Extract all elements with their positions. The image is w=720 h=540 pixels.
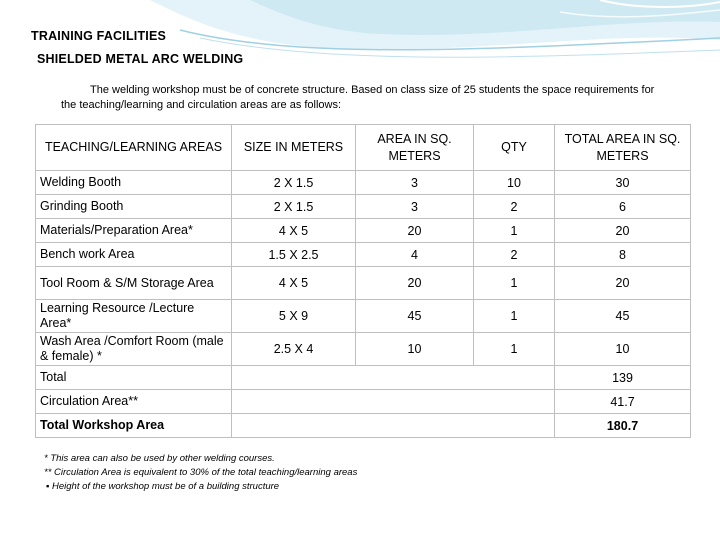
intro-paragraph bbox=[61, 83, 661, 112]
size-cell: 2.5 X 4 bbox=[232, 333, 356, 366]
summary-row bbox=[36, 366, 691, 390]
size-cell: 2 X 1.5 bbox=[232, 171, 356, 195]
qty-cell: 1 bbox=[474, 219, 555, 243]
column-header: TOTAL AREA IN SQ. METERS bbox=[555, 125, 691, 171]
column-header: SIZE IN METERS bbox=[232, 125, 356, 171]
size-cell: 4 X 5 bbox=[232, 267, 356, 300]
table-header-row bbox=[36, 125, 691, 171]
total-cell: 6 bbox=[555, 195, 691, 219]
footnote: * This area can also be used by other welding courses. bbox=[44, 453, 275, 464]
area-cell: Tool Room & S/M Storage Area bbox=[36, 267, 232, 300]
total-cell: 30 bbox=[555, 171, 691, 195]
qty-cell: 2 bbox=[474, 243, 555, 267]
table-row bbox=[36, 243, 691, 267]
size-cell: 2 X 1.5 bbox=[232, 195, 356, 219]
column-header: QTY bbox=[474, 125, 555, 171]
size-cell: 5 X 9 bbox=[232, 300, 356, 333]
intro-text: The welding workshop must be of concrete structure. Based on class size of 25 students the space requirements for the teaching/learning and circulation areas are as follows: bbox=[61, 84, 655, 111]
area-cell: Welding Booth bbox=[36, 171, 232, 195]
summary-spacer bbox=[232, 366, 555, 390]
total-cell: 20 bbox=[555, 267, 691, 300]
sqm-cell: 4 bbox=[356, 243, 474, 267]
area-cell: Learning Resource /Lecture Area* bbox=[36, 300, 232, 333]
summary-spacer bbox=[232, 414, 555, 438]
summary-value: 180.7 bbox=[555, 414, 691, 438]
summary-spacer bbox=[232, 390, 555, 414]
space-requirements-table bbox=[35, 124, 691, 438]
page-subtitle: SHIELDED METAL ARC WELDING bbox=[37, 52, 244, 66]
table-row bbox=[36, 333, 691, 366]
total-cell: 20 bbox=[555, 219, 691, 243]
qty-cell: 1 bbox=[474, 300, 555, 333]
sqm-cell: 20 bbox=[356, 267, 474, 300]
qty-cell: 1 bbox=[474, 267, 555, 300]
summary-row bbox=[36, 414, 691, 438]
summary-row bbox=[36, 390, 691, 414]
footnotes bbox=[44, 452, 357, 494]
footnote: ▪ Height of the workshop must be of a building structure bbox=[46, 481, 280, 492]
table-row bbox=[36, 219, 691, 243]
summary-label: Total bbox=[36, 366, 232, 390]
qty-cell: 10 bbox=[474, 171, 555, 195]
sqm-cell: 10 bbox=[356, 333, 474, 366]
total-cell: 10 bbox=[555, 333, 691, 366]
qty-cell: 2 bbox=[474, 195, 555, 219]
page-title: TRAINING FACILITIES bbox=[31, 29, 167, 43]
sqm-cell: 20 bbox=[356, 219, 474, 243]
column-header: TEACHING/LEARNING AREAS bbox=[36, 125, 232, 171]
qty-cell: 1 bbox=[474, 333, 555, 366]
table-row bbox=[36, 267, 691, 300]
total-cell: 8 bbox=[555, 243, 691, 267]
sqm-cell: 3 bbox=[356, 171, 474, 195]
size-cell: 4 X 5 bbox=[232, 219, 356, 243]
sqm-cell: 45 bbox=[356, 300, 474, 333]
summary-value: 41.7 bbox=[555, 390, 691, 414]
size-cell: 1.5 X 2.5 bbox=[232, 243, 356, 267]
table-row bbox=[36, 171, 691, 195]
table-row bbox=[36, 195, 691, 219]
summary-label: Total Workshop Area bbox=[36, 414, 232, 438]
total-cell: 45 bbox=[555, 300, 691, 333]
table-row bbox=[36, 300, 691, 333]
sqm-cell: 3 bbox=[356, 195, 474, 219]
area-cell: Bench work Area bbox=[36, 243, 232, 267]
footnote: ** Circulation Area is equivalent to 30% of the total teaching/learning areas bbox=[44, 467, 358, 478]
area-cell: Materials/Preparation Area* bbox=[36, 219, 232, 243]
area-cell: Grinding Booth bbox=[36, 195, 232, 219]
area-cell: Wash Area /Comfort Room (male & female) * bbox=[36, 333, 232, 366]
summary-value: 139 bbox=[555, 366, 691, 390]
summary-label: Circulation Area** bbox=[36, 390, 232, 414]
column-header: AREA IN SQ. METERS bbox=[356, 125, 474, 171]
